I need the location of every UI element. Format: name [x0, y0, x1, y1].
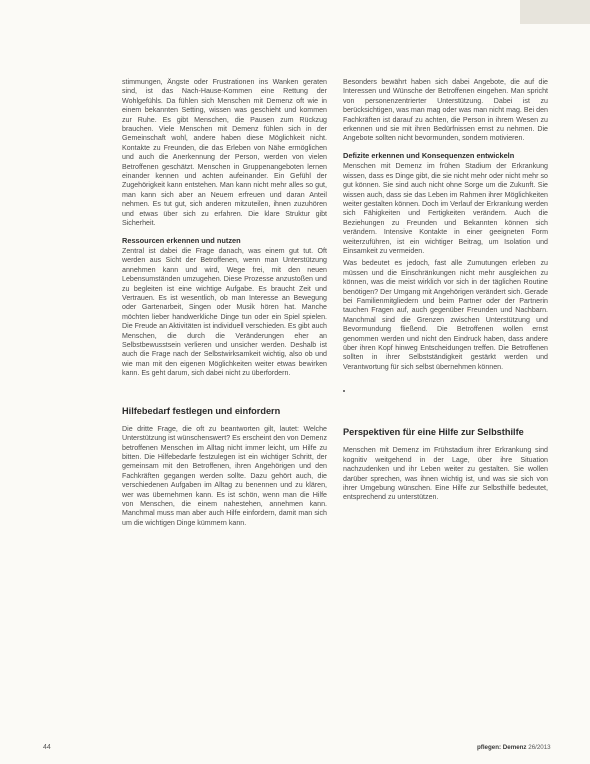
help-paragraph: Die dritte Frage, die oft zu beantworten gilt, lautet: Welche Unterstützung ist wünschenswert? Es erscheint den von Demenz betroffenen Menschen im Alltag nicht immer leicht, um Hilfe zu bitten. Die Hilfebedarfe festzulegen ist ein wichtiger Schritt, der gemeinsam mit den Betroffenen, ihren Angehörigen und den Fachkräften gegangen werden sollte. Dazu gehört auch, die verschiedenen Aufgaben im Alltag zu benennen und zu klären, wer was übernehmen kann. Es ist schön, wenn man die Hilfe von Menschen, die einem nahestehen, annehmen kann. Manchmal muss man aber auch Hilfe einfordern, damit man sich um die wichtigen Dinge kümmern kann. — [122, 424, 327, 527]
footer-credit — [477, 744, 551, 751]
resources-heading: Ressourcen erkennen und nutzen — [122, 235, 241, 245]
corner-tab — [520, 0, 590, 24]
issue-number: 26/2013 — [528, 744, 551, 751]
right-column — [343, 78, 548, 506]
perspectives-paragraph: Menschen mit Demenz im Frühstadium ihrer Erkrankung sind kognitiv weitgehend in der Lage, über ihre Situation nachzudenken und ihr Leben weiter zu gestalten. Sie wollen darüber sprechen, was ihnen wichtig ist, und was sie sich von ihrer Umgebung wünschen. Eine Hilfe zur Selbsthilfe bedeutet, entsprechend zu unterstützen. — [343, 446, 548, 502]
left-column — [122, 78, 327, 531]
perspectives-heading: Perspektiven für eine Hilfe zur Selbsthilfe — [343, 427, 524, 438]
magazine-name: pflegen: Demenz — [477, 744, 527, 751]
deficits-heading: Defizite erkennen und Konsequenzen entwickeln — [343, 150, 515, 160]
page-number: 44 — [43, 744, 51, 751]
help-heading: Hilfebedarf festlegen und einfordern — [122, 405, 281, 416]
resources-paragraph: Zentral ist dabei die Frage danach, was einem gut tut. Oft werden aus Sicht der Betroffenen, wenn man Unterstützung annehmen kann und wird, Wege frei, mit den neuen Lebensumständen umzugehen. Diese Prozesse anzustoßen und zu begleiten ist eine wichtige Aufgabe. Es braucht Zeit und Vertrauen. Es ist wesentlich, ob man Interesse an Bewegung oder Gartenarbeit, Singen oder Musik hören hat. Manche möchten lieber handwerkliche Dinge tun oder ein Spiel spielen. Die Freude an Aktivitäten ist individuell verschieden. Es gibt auch Menschen, die durch die Veränderungen eher an Selbstbewusstsein verlieren und unsicher werden. Deshalb ist auch die Frage nach der Selbstwirksamkeit wichtig, also ob und wie man mit den eigenen Möglichkeiten weiter etwas bewirken kann. Es geht darum, sich dabei nicht zu überfordern. — [122, 247, 327, 378]
deficits-paragraph-2: Was bedeutet es jedoch, fast alle Zumutungen erleben zu müssen und die Einschränkungen nicht mehr ausgleichen zu können, was die meist wirklich vor sich in der täglichen Routine benötigen? Der Umgang mit Angehörigen verändert sich. Gerade bei Familienmitgliedern und beim Partner oder der Partnerin tauchen Fragen auf, auch gegenüber Freunden und Nachbarn. Manchmal sind die Grenzen zwischen Unterstützung und Bevormundung fließend. Die Betroffenen wollen ernst genommen werden und nicht den Eindruck haben, dass andere über ihren Kopf hinweg Entscheidungen treffen. Die Betroffenen sollten in ihrer Selbstständigkeit gestärkt werden und Verantwortung für sich selbst übernehmen können. — [343, 259, 548, 371]
bullet-marker — [343, 386, 548, 392]
right-intro-paragraph: Besonders bewährt haben sich dabei Angebote, die auf die Interessen und Wünsche der Betroffenen eingehen. Man spricht von personenzentrierter Unterstützung. Dabei ist zu berücksichtigen, was man mag oder was man nicht mag. Bei den Fachkräften ist darauf zu achten, die Person in ihrem Wesen zu erkennen und sie mit ihren Bedürfnissen ernst zu nehmen. Die Angebote sollten nicht bevormunden, sondern motivieren. — [343, 78, 548, 143]
deficits-paragraph-1: Menschen mit Demenz im frühen Stadium der Erkrankung wissen, dass es Dinge gibt, die sie nicht mehr oder nicht mehr so gut können. Sie sind auch nicht ohne Sorge um die Zukunft. Sie wissen auch, dass sie das Leben im Rahmen ihrer Möglichkeiten weiter gestalten können. Doch im Verlauf der Erkrankung werden sich Fähigkeiten und Fertigkeiten verändern. Auch die Beziehungen zu Freunden und Bekannten können sich verändern. Intensive Kontakte in einer geeigneten Form weiterzuführen, ist ein wichtiger Beitrag, um Isolation und Einsamkeit zu vermeiden. — [343, 162, 548, 255]
left-intro-paragraph: stimmungen, Ängste oder Frustrationen ins Wanken geraten sind, ist das Nach-Hause-Kommen eine Rettung der Wohlgefühls. Da fühlen sich Menschen mit Demenz oft wie in einem bekannten Setting, wissen was geschieht und kommen zur Ruhe. Es gibt Menschen, die Pausen zum Rückzug brauchen. Viele Menschen mit Demenz fühlen sich in der Gemeinschaft wohl, andere haben diese Möglichkeit nicht. Kontakte zu Freunden, die das Erleben von Nähe ermöglichen und auch die Anerkennung der Person, werden von vielen Betroffenen geschätzt. Menschen in Gruppenangeboten lernen einander kennen und achten aufeinander. Ein Gefühl der Zugehörigkeit kann entstehen. Man kann nicht mehr alles so gut, man kann sich aber an Neuem erfreuen und daran Anteil nehmen. Es tut gut, sich anderen mitzuteilen, ihnen zuzuhören und etwas über sich zu erfahren. Die klare Struktur gibt Sicherheit. — [122, 78, 327, 228]
